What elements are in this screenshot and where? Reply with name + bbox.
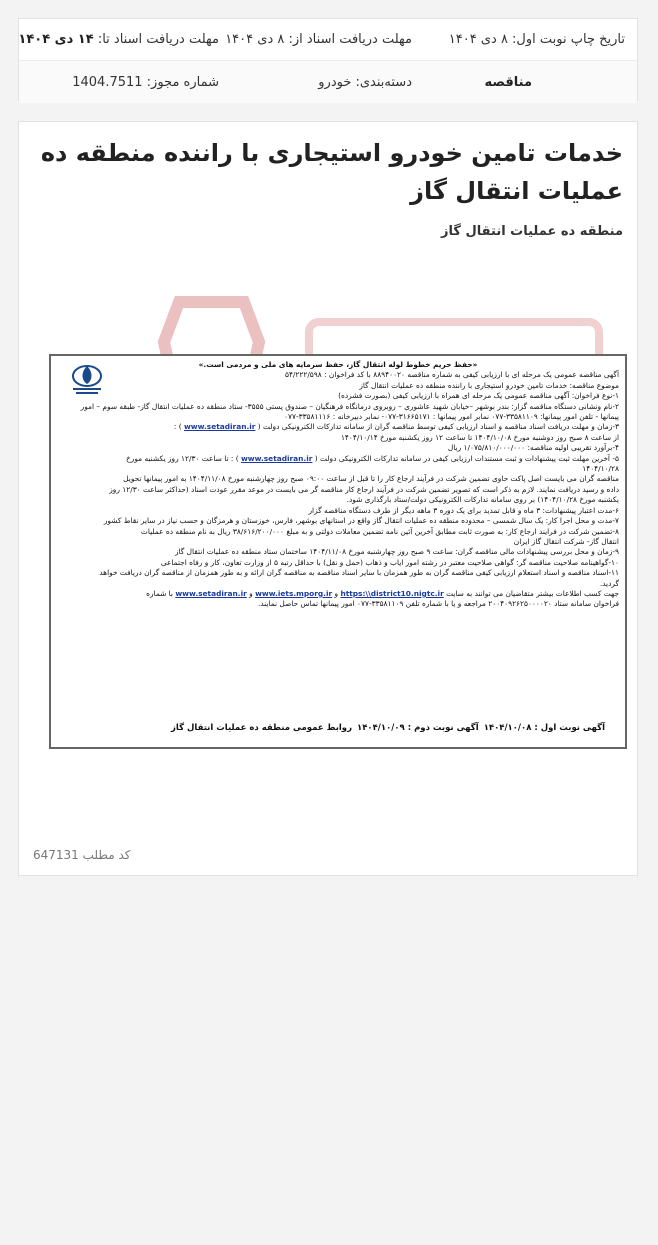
article-code: کد مطلب 647131 bbox=[33, 848, 131, 862]
ad-item-3 bbox=[57, 422, 619, 432]
ad-announce: آگهی مناقصه عمومی یک مرحله ای با ارزیابی کیفی به شماره مناقصه ۸۸۹۴۰۰۲۰ با کد فراخوان : ۵۴/۲۲۲/۵۹۸ bbox=[284, 370, 619, 380]
ad-item-9: ۸-تضمین شرکت در فرایند ارجاع کار: به صورت ثابت مطابق آخرین آئین نامه تضمین معاملات دولتی و به مبلغ ۳۸/۶۱۶/۲۰۰/۰۰۰ ریال به نام منطقه ده عملیات bbox=[140, 526, 619, 536]
ad-item-5-end: ) : تا ساعت ۱۲/۳۰ روز یکشنبه مورخ bbox=[126, 453, 239, 463]
ad-item-13-text: جهت کسب اطلاعات بیشتر متقاضیان می توانند به سایت bbox=[446, 588, 619, 598]
ad-item-6b: داده و رسید دریافت نمایند. لازم به ذکر است که تصویر تضمین شرکت در فرآیند ارجاع کار مناقصه گر می بایست در موعد مقرر عودت اسناد (حداکثر ساعت ۱۲/۳۰ روز bbox=[109, 484, 619, 494]
ad-item-2: ۲-نام ونشانی دستگاه مناقصه گزار: بندر بوشهر –خیابان شهید عاشوری – روبروی درمانگاه فرهنگیان – صندوق پستی ۳۵۵۵- ستاد منطقه ده عملیات انتقال گاز- طبقه سوم – امور bbox=[80, 401, 619, 411]
setadiran-link-3[interactable]: www.setadiran.ir bbox=[175, 588, 247, 598]
ad-item-10: ۹-زمان و محل بررسی پیشنهادات مالی مناقصه گران: ساعت ۹ صبح روز چهارشنبه مورخ ۱۴۰۴/۱۱/۰۸ ساختمان ستاد منطقه ده عملیات انتقال گاز bbox=[174, 547, 619, 557]
ad-item-11: ۱۰-گواهینامه صلاحیت مناقصه گر: گواهی صلاحیت معتبر در رشته امور ایاب و ذهاب (حمل و نقل) با حداقل رتبه ۵ از وزارت تعاون، کار و رفاه اجتماعی bbox=[160, 557, 619, 567]
setadiran-link[interactable]: www.setadiran.ir bbox=[183, 422, 256, 432]
doc-deadline bbox=[18, 19, 219, 59]
tender-type: مناقصه bbox=[484, 74, 532, 90]
ad-header-line: «حفظ حریم خطوط لوله انتقال گاز، حفظ سرمایه های ملی و مردمی است.» bbox=[198, 360, 478, 369]
ad-item-3b: از ساعت ۸ صبح روز دوشنبه مورخ ۱۴۰۴/۱۰/۰۸ تا ساعت ۱۲ روز یکشنبه مورخ ۱۴۰۴/۱۰/۱۴ bbox=[340, 432, 619, 442]
info-row-dates bbox=[19, 19, 637, 59]
ad-item-3-end: ) : bbox=[173, 422, 182, 432]
ad-item-6c: یکشنبه مورخ ۱۴۰۴/۱۰/۲۸) بر روی سامانه تدارکات الکترونیکی دولت/ستاد بارگذاری شود. bbox=[346, 495, 619, 505]
ad-item-5-text: ۵- آخرین مهلت ثبت پیشنهادات و ثبت مستندات ارزیابی کیفی در سامانه تدارکات الکترونیکی دولت ( bbox=[314, 453, 619, 463]
ad-footer bbox=[171, 723, 605, 733]
ad-item-4: ۴-برآورد تقریبی اولیه مناقصه: ۱/۰۷۵/۸۱۰/۰۰۰/۰۰۰ ریال bbox=[447, 443, 619, 453]
ad-item-9b: انتقال گاز- شرکت انتقال گاز ایران bbox=[513, 536, 619, 546]
ad-item-8: ۷-مدت و محل اجرا کار: یک سال شمسی – محدوده منطقه ده عملیات انتقال گاز واقع در استانهای بوشهر، فارس، خوزستان و هرمزگان و حسب نیاز در سایر نقاط کشور bbox=[103, 516, 619, 526]
tender-info-card bbox=[18, 18, 638, 101]
ad-item-12b: گردید. bbox=[599, 578, 619, 588]
nigc-logo-icon bbox=[67, 362, 107, 396]
iets-link[interactable]: www.iets.mporg.ir bbox=[255, 588, 333, 598]
info-row-meta bbox=[19, 60, 637, 103]
ad-item-5 bbox=[57, 454, 619, 464]
ad-item-2b: پیمانها - تلفن امور پیمانها: ۳۳۵۸۱۱۰۹-۰۷۷ نمابر امور پیمانها : ۳۱۶۶۵۱۷۱-۰۷۷- نمابر دبیرخانه : ۳۳۵۸۱۱۱۶-۰۷۷ bbox=[284, 412, 619, 422]
ad-subject: موضوع مناقصه: خدمات تامین خودرو استیجاری با راننده منطقه ده عملیات انتقال گاز bbox=[359, 380, 619, 390]
ad-public-relations: روابط عمومی منطقه ده عملیات انتقال گاز bbox=[171, 722, 352, 733]
district10-link[interactable]: https:\\district10.nigtc.ir bbox=[340, 588, 444, 598]
tender-main-card bbox=[18, 121, 638, 876]
ad-item-1: ۱-نوع فراخوان: آگهی مناقصه عمومی یک مرحله ای همراه با ارزیابی کیفی (بصورت فشرده) bbox=[338, 391, 619, 401]
ad-item-7: ۶-مدت اعتبار پیشنهادات: ۳ ماه و قابل تمدید برای یک دوره ۳ ماهه دیگر از طرف دستگاه مناقصه گزار bbox=[308, 505, 619, 515]
page-title: خدمات تامین خودرو استیجاری با راننده منطقه ده عملیات انتقال گاز bbox=[40, 139, 623, 205]
doc-deadline-value: ۱۴ دی ۱۴۰۴ bbox=[18, 31, 94, 47]
ad-item-13-end: با شماره bbox=[146, 588, 173, 598]
ad-item-6: مناقصه گران می بایست اصل پاکت حاوی تضمین شرکت در فرآیند ارجاع کار را تا قبل از ساعت ۰۹:۰۰ صبح روز چهارشنبه مورخ ۱۴۰۴/۱۱/۰۸ به امور پیمانها تحویل bbox=[123, 474, 619, 484]
doc-deadline-label: مهلت دریافت اسناد تا: bbox=[97, 31, 219, 47]
doc-from: مهلت دریافت اسناد از: ۸ دی ۱۴۰۴ bbox=[225, 31, 412, 47]
ad-item-5b: ۱۴۰۴/۱۰/۲۸ bbox=[582, 464, 619, 474]
ad-item-13: جهت کسب اطلاعات بیشتر متقاضیان می توانند به سایت https:\\district10.nigtc.ir و www.iets.mporg.ir و www.setadiran.ir با شماره bbox=[146, 588, 619, 598]
ad-item-12: ۱۱-اسناد مناقصه و اسناد استعلام ارزیابی کیفی مناقصه گران به طور همزمان با سایر اسناد مناقصه به مناقصه گران ارائه و به طور همزمان از مناقصه گران دریافت خواهد bbox=[99, 568, 619, 578]
ad-second-publish: آگهی نوبت دوم : ۱۴۰۴/۱۰/۰۹ bbox=[357, 722, 479, 733]
setadiran-link-2[interactable]: www.setadiran.ir bbox=[240, 453, 313, 463]
organization-name: منطقه ده عملیات انتقال گاز bbox=[441, 224, 623, 239]
ad-item-3-text: ۳-زمان و مهلت دریافت اسناد مناقصه و اسناد ارزیابی کیفی توسط مناقصه گران از سامانه تدارکات الکترونیکی دولت ( bbox=[257, 422, 619, 432]
print-date: تاریخ چاپ نوبت اول: ۸ دی ۱۴۰۴ bbox=[448, 31, 625, 47]
ad-item-13b: فراخوان سامانه ستاد ۲۰۰۴۰۹۲۶۲۵۰۰۰۰۲۰ مراجعه و یا با شماره تلفن ۳۳۵۸۱۱۰۹-۰۷۷ امور پیمانها تماس حاصل نمایند. bbox=[257, 599, 619, 609]
ad-first-publish: آگهی نوبت اول : ۱۴۰۴/۱۰/۰۸ bbox=[483, 722, 605, 733]
license-number: شماره مجوز: 1404.7511 bbox=[72, 74, 219, 90]
tender-advertisement bbox=[49, 354, 627, 749]
tender-category: دسته‌بندی: خودرو bbox=[318, 74, 412, 90]
